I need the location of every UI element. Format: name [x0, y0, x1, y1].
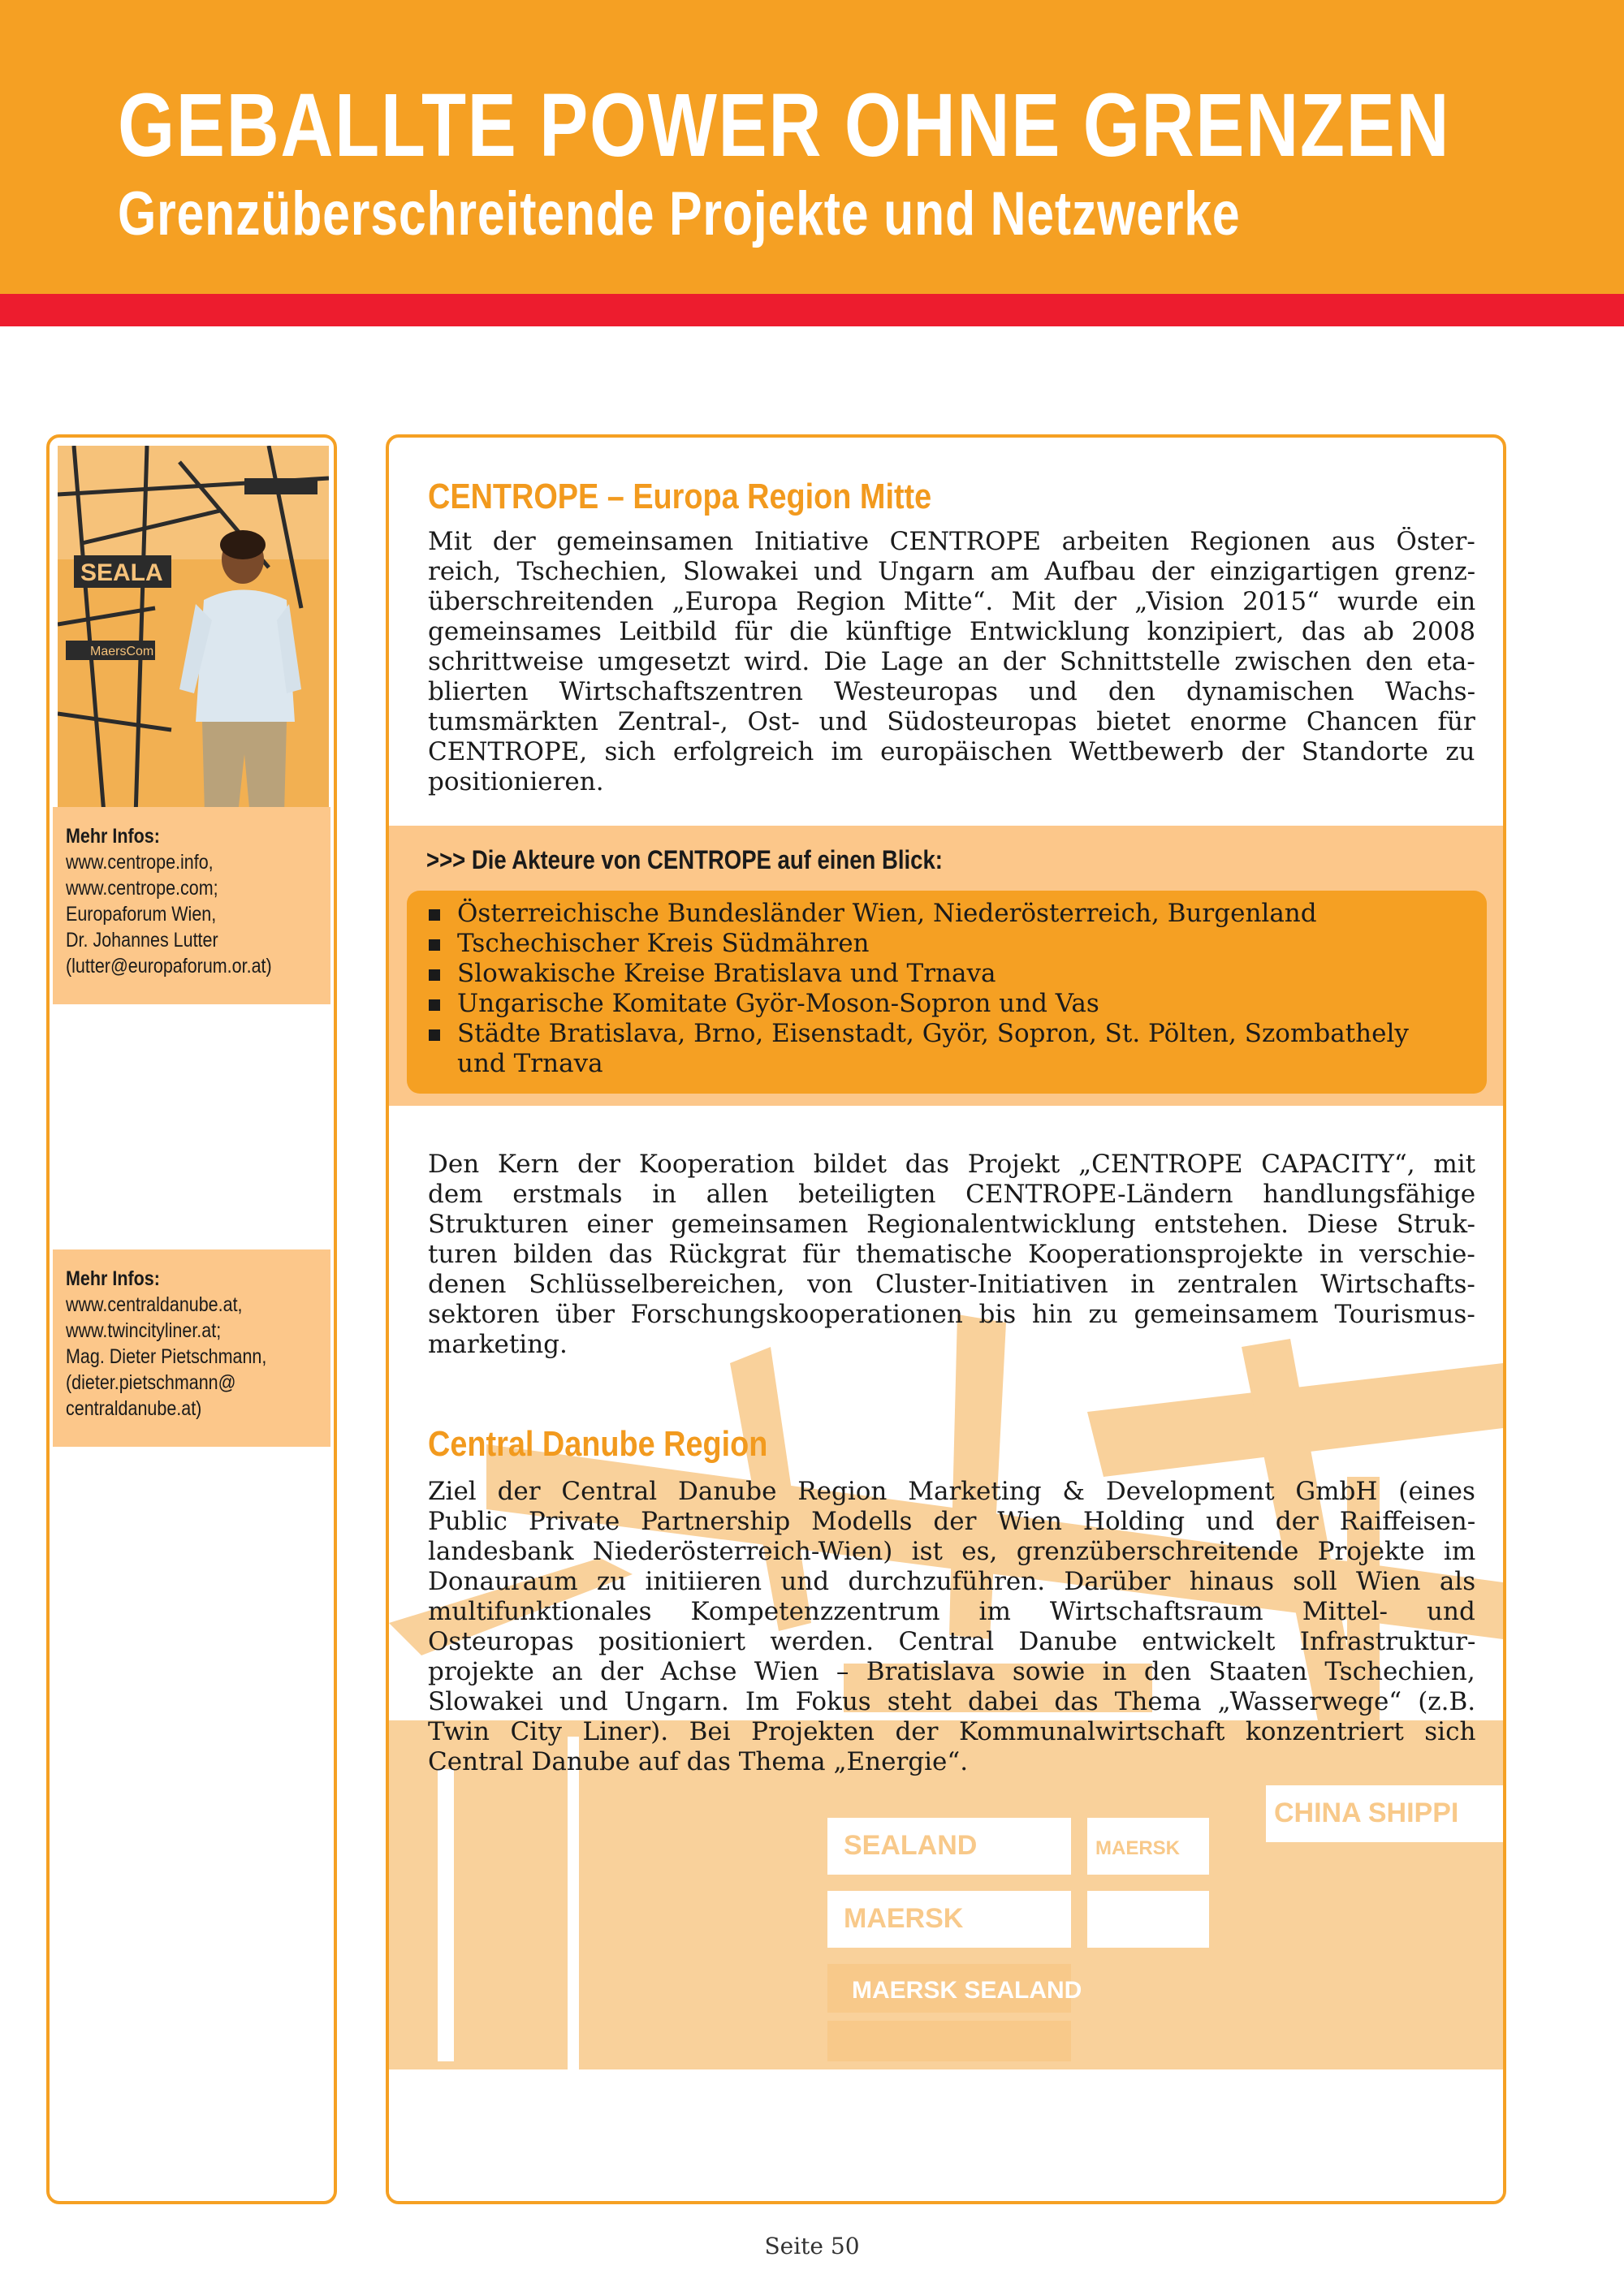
list-item-label: Städte Bratislava, Brno, Eisenstadt, Györ, Sopron, St. Pölten, Szombathely — [457, 1019, 1409, 1048]
sidebar — [46, 434, 337, 2204]
list-item — [407, 929, 1487, 959]
text-line: CENTROPE, sich erfolgreich im europäischen Wettbewerb der Standorte zu — [428, 737, 1475, 766]
info-email-link[interactable]: (dieter.pietschmann@ — [66, 1371, 236, 1394]
text-line: marketing. — [428, 1330, 568, 1359]
header-stripe — [0, 294, 1624, 326]
square-bullet-icon — [429, 969, 440, 981]
list-item — [407, 989, 1487, 1019]
info-box-central-danube — [53, 1249, 330, 1447]
svg-text:SEALA: SEALA — [80, 559, 163, 586]
info-email-link[interactable]: (lutter@europaforum.or.at) — [66, 955, 272, 978]
portrait-photo — [58, 446, 329, 844]
text-line: reich, Tschechien, Slowakei und Ungarn am Aufbau der einzigartigen grenz- — [428, 557, 1475, 586]
text-line: Central Danube auf das Thema „Energie“. — [428, 1747, 969, 1776]
background-label: CHINA SHIPPI — [1274, 1798, 1459, 1828]
text-line: blierten Wirtschaftszentren Westeuropas und den dynamischen Wachs- — [428, 677, 1475, 706]
info-email-link[interactable]: centraldanube.at) — [66, 1397, 202, 1420]
page-subtitle: Grenzüberschreitende Projekte und Netzwerke — [118, 179, 1241, 248]
info-link-centrope-info[interactable]: www.centrope.info, — [66, 851, 214, 874]
akteure-list — [407, 891, 1487, 1094]
page-title: GEBALLTE POWER OHNE GRENZEN — [118, 76, 1451, 175]
text-line: sektoren über Forschungskooperationen bis hin zu gemeinsamem Tourismus- — [428, 1300, 1475, 1329]
text-line: Osteuropas positioniert werden. Central Danube entwickelt Infrastruktur- — [428, 1627, 1475, 1656]
list-item-label: Tschechischer Kreis Südmähren — [457, 929, 870, 958]
central-danube-text — [428, 1477, 1475, 1777]
text-line: Den Kern der Kooperation bildet das Projekt „CENTROPE CAPACITY“, mit — [428, 1150, 1475, 1179]
section-title-central-danube: Central Danube Region — [428, 1424, 768, 1464]
text-line: dem erstmals in allen beteiligten CENTROPE-Ländern handlungsfähige — [428, 1180, 1475, 1209]
text-line: Slowakei und Ungarn. Im Fokus steht dabei das Thema „Wasserwege“ (z.B. — [428, 1687, 1475, 1716]
text-line: Public Private Partnership Modells der Wien Holding und der Raiffeisen- — [428, 1507, 1475, 1536]
background-label: MAERSK — [844, 1903, 964, 1934]
info-box-title: Mehr Infos: — [66, 825, 160, 848]
info-line: Mag. Dieter Pietschmann, — [66, 1345, 267, 1368]
centrope-capacity-text — [428, 1150, 1475, 1360]
text-line: schrittweise umgesetzt wird. Die Lage an der Schnittstelle zwischen den eta- — [428, 647, 1475, 676]
list-item — [407, 899, 1487, 929]
akteure-box — [389, 826, 1503, 1106]
square-bullet-icon — [429, 939, 440, 951]
info-box-centrope — [53, 807, 330, 1004]
info-line: Dr. Johannes Lutter — [66, 929, 218, 952]
info-box-title: Mehr Infos: — [66, 1267, 160, 1290]
svg-text:MaersCom: MaersCom — [90, 645, 154, 658]
square-bullet-icon — [429, 909, 440, 921]
info-link-centraldanube[interactable]: www.centraldanube.at, — [66, 1293, 243, 1316]
list-item-label: Slowakische Kreise Bratislava und Trnava — [457, 959, 996, 988]
list-item-label: Österreichische Bundesländer Wien, Niederösterreich, Burgenland — [457, 899, 1317, 928]
background-label: MAERSK SEALAND — [852, 1977, 1082, 2004]
text-line: multifunktionales Kompetenzzentrum im Wirtschaftsraum Mittel- und — [428, 1597, 1475, 1626]
square-bullet-icon — [429, 1029, 440, 1041]
text-line: denen Schlüsselbereichen, von Cluster-Initiativen in zentralen Wirtschafts- — [428, 1270, 1475, 1299]
photo-illustration — [58, 446, 329, 844]
square-bullet-icon — [429, 999, 440, 1011]
text-line: landesbank Niederösterreich-Wien) ist es, grenzüberschreitende Projekte im — [428, 1537, 1475, 1566]
text-line: Twin City Liner). Bei Projekten der Kommunalwirtschaft konzentriert sich — [428, 1717, 1475, 1746]
text-line: überschreitenden „Europa Region Mitte“. Mit der „Vision 2015“ wurde ein — [428, 587, 1475, 616]
centrope-intro-text — [428, 527, 1475, 797]
main-panel — [386, 434, 1506, 2204]
text-line: gemeinsames Leitbild für die künftige Entwicklung konzipiert, das ab 2008 — [428, 617, 1475, 646]
background-label: MAERSK — [1095, 1837, 1181, 1859]
background-label: SEALAND — [844, 1830, 978, 1861]
list-item-continuation — [407, 1049, 1487, 1079]
text-line: Donauraum zu initiieren und durchzuführen. Darüber hinaus soll Wien als — [428, 1567, 1475, 1596]
list-item — [407, 1019, 1487, 1049]
info-link-centrope-com[interactable]: www.centrope.com; — [66, 877, 218, 900]
text-line: Ziel der Central Danube Region Marketing & Development GmbH (eines — [428, 1477, 1475, 1506]
list-item-label: Ungarische Komitate Györ-Moson-Sopron und Vas — [457, 989, 1099, 1018]
page-number: Seite 50 — [764, 2233, 860, 2259]
text-line: Strukturen einer gemeinsamen Regionalentwicklung entstehen. Diese Struk- — [428, 1210, 1475, 1239]
info-link-twincityliner[interactable]: www.twincityliner.at; — [66, 1319, 222, 1342]
list-item-label: und Trnava — [457, 1049, 603, 1078]
text-line: positionieren. — [428, 767, 604, 796]
text-line: tumsmärkten Zentral-, Ost- und Südosteuropas bietet enorme Chancen für — [428, 707, 1475, 736]
section-title-centrope: CENTROPE – Europa Region Mitte — [428, 477, 932, 516]
text-line: turen bilden das Rückgrat für thematische Kooperationsprojekte in verschie- — [428, 1240, 1475, 1269]
akteure-title: >>> Die Akteure von CENTROPE auf einen Blick: — [426, 845, 943, 874]
list-item — [407, 959, 1487, 989]
info-line: Europaforum Wien, — [66, 903, 217, 926]
text-line: projekte an der Achse Wien – Bratislava sowie in den Staaten Tschechien, — [428, 1657, 1475, 1686]
text-line: Mit der gemeinsamen Initiative CENTROPE arbeiten Regionen aus Öster- — [428, 527, 1475, 556]
